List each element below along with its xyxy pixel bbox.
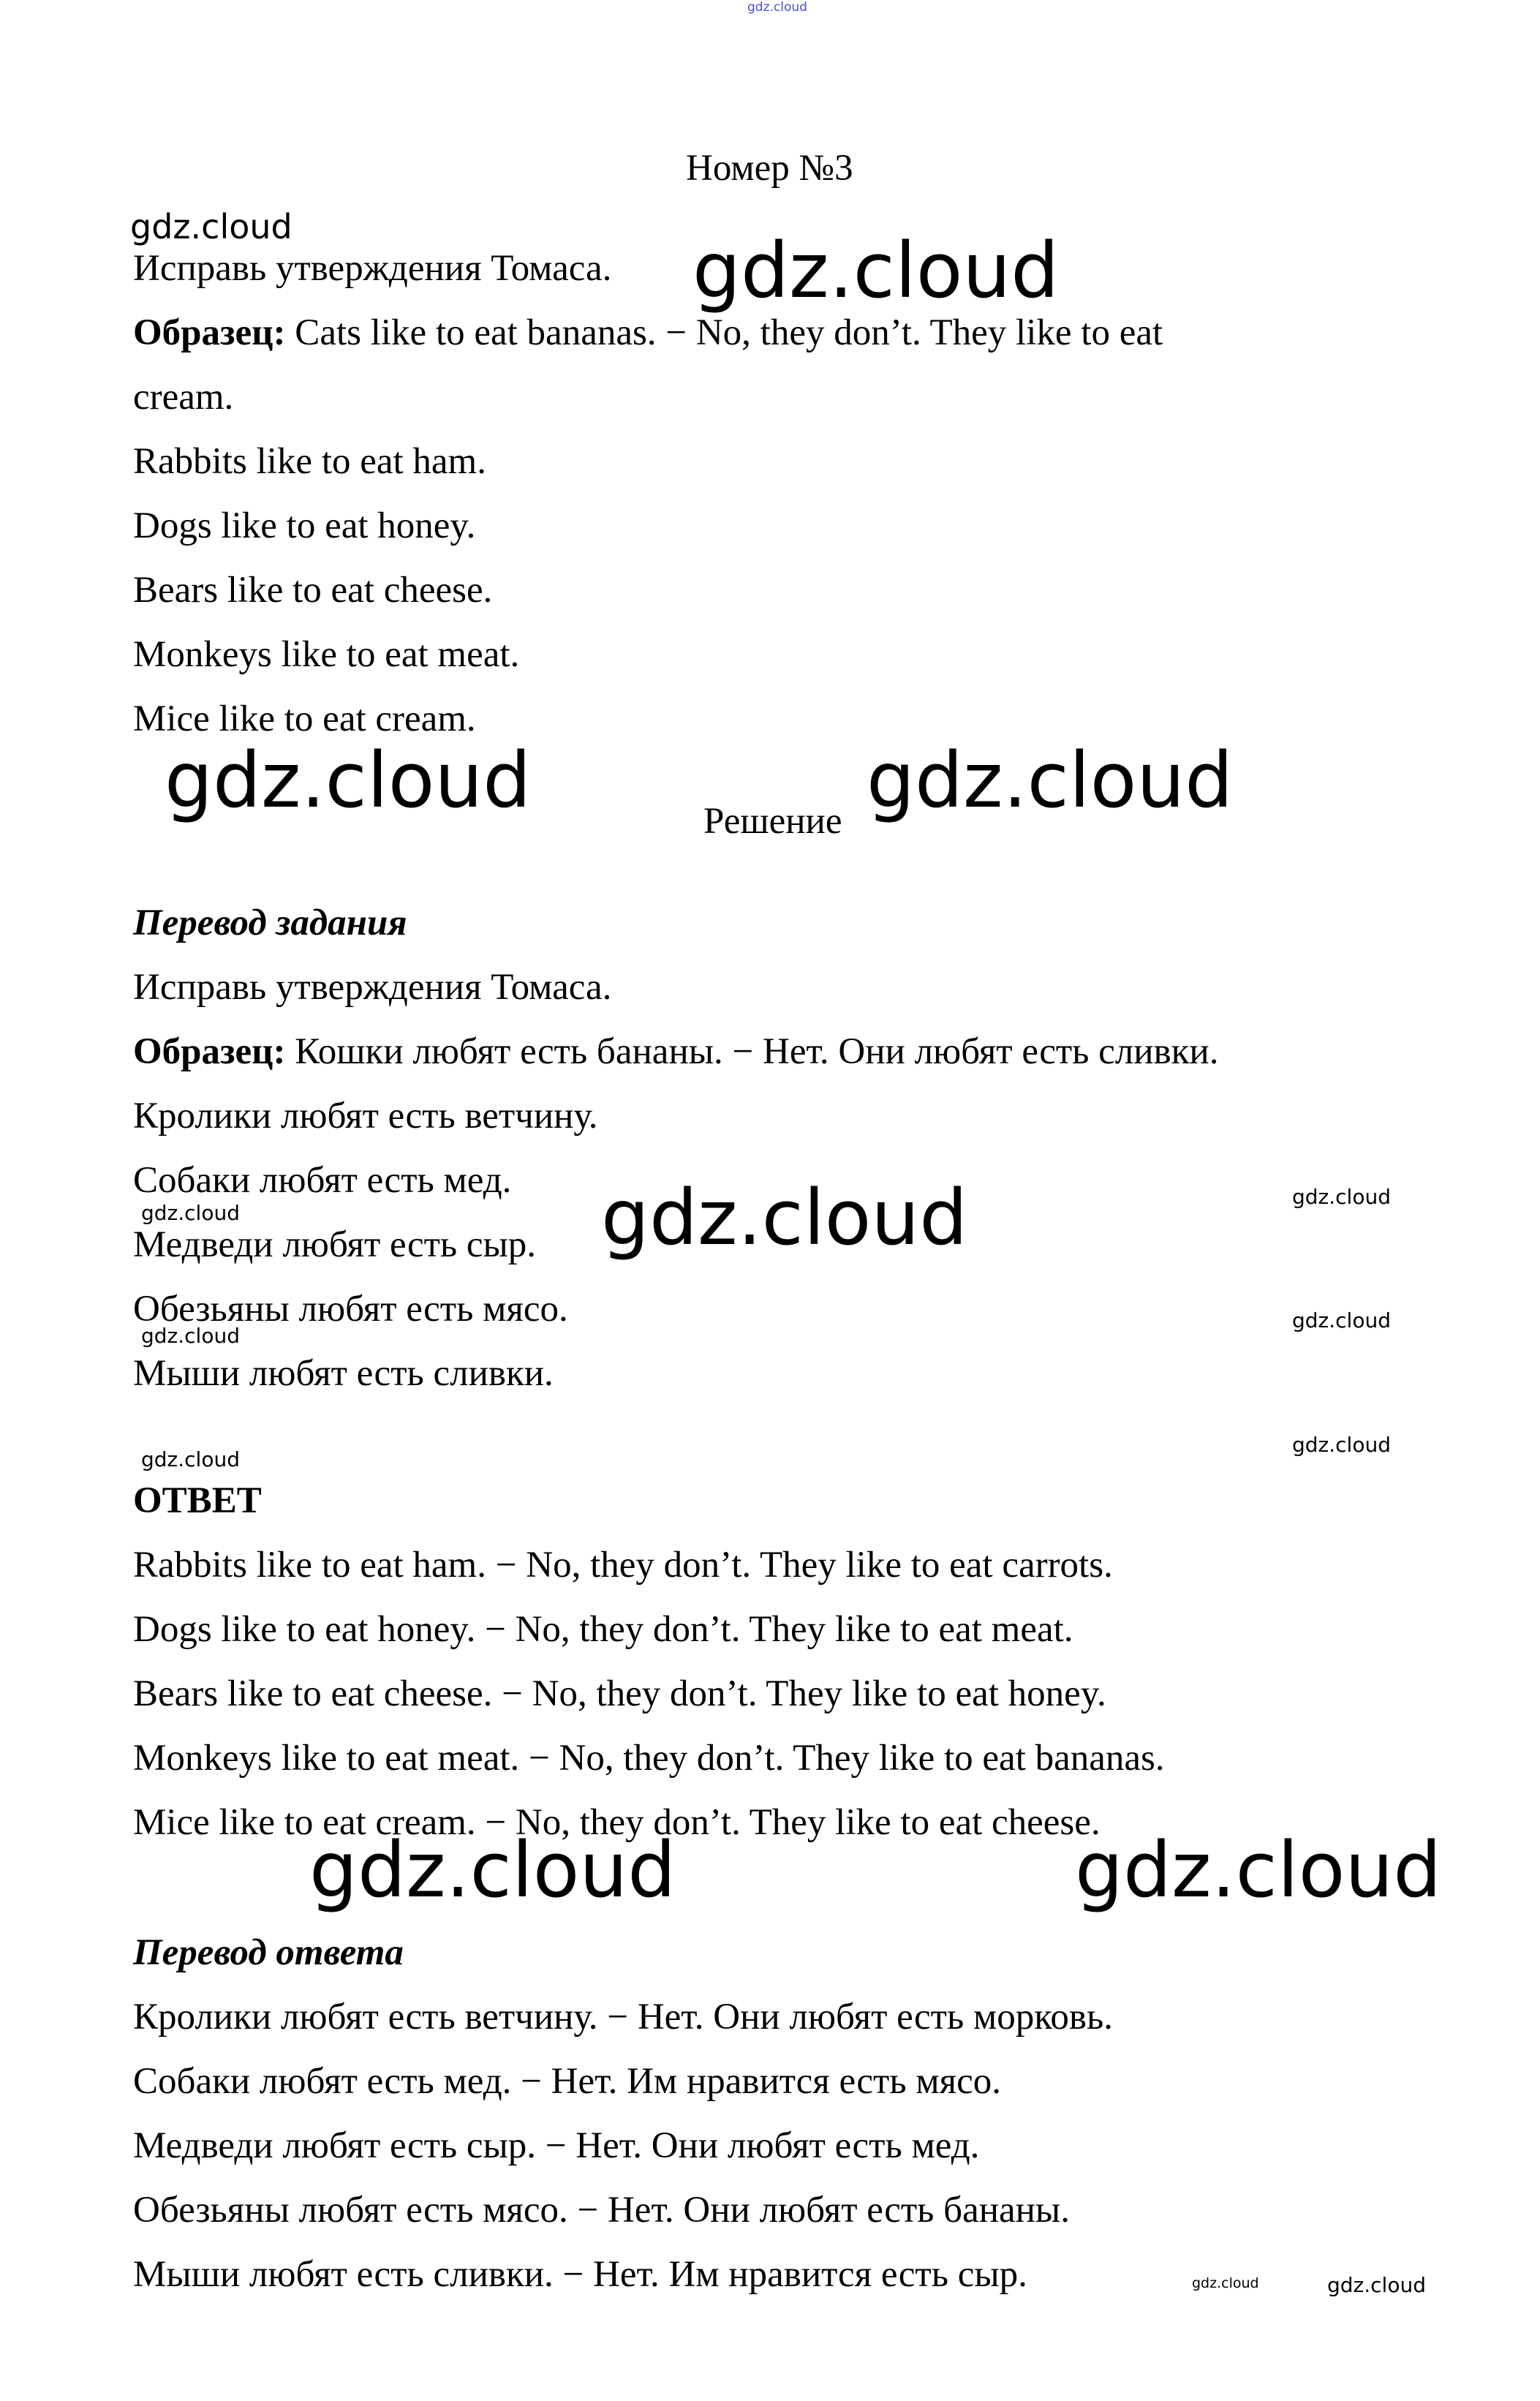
example-text: Cats like to eat bananas. − No, they don’t. They like to eat [285,312,1163,353]
task-statement: Dogs like to eat honey. [133,505,476,546]
watermark: gdz.cloud [165,736,532,825]
watermark: gdz.cloud [130,207,292,246]
translation-statement: Кролики любят есть ветчину. [133,1096,598,1137]
task-example-cont: cream. [133,377,234,418]
task-statement: Monkeys like to eat meat. [133,634,520,675]
answer-line: Monkeys like to eat meat. − No, they don’t. They like to eat bananas. [133,1738,1165,1779]
translation-example-label: Образец: [133,1031,286,1072]
watermark: gdz.cloud [1292,1308,1391,1333]
task-statement: Mice like to eat cream. [133,698,476,739]
translation-statement: Медведи любят есть сыр. [133,1224,537,1265]
watermark: gdz.cloud [1075,1825,1442,1915]
translation-statement: Обезьяны любят есть мясо. [133,1289,568,1330]
task-statement: Rabbits like to eat ham. [133,441,486,482]
answer-translation-line: Обезьяны любят есть мясо. − Нет. Они любят есть бананы. [133,2190,1070,2231]
top-watermark: gdz.cloud [747,0,807,15]
translation-heading: Перевод задания [133,902,407,943]
answer-line: Rabbits like to eat ham. − No, they don’t. They like to eat carrots. [133,1545,1113,1586]
watermark: gdz.cloud [1327,2273,1426,2297]
answer-translation-line: Кролики любят есть ветчину. − Нет. Они любят есть морковь. [133,1997,1114,2038]
translation-statement: Мыши любят есть сливки. [133,1353,554,1394]
watermark: gdz.cloud [141,1324,240,1348]
watermark: gdz.cloud [141,1447,240,1471]
answer-line: Dogs like to eat honey. − No, they don’t. They like to eat meat. [133,1609,1073,1650]
answer-translation-heading: Перевод ответа [133,1932,404,1973]
solution-heading: Решение [703,801,842,842]
translation-example [133,1030,1218,1074]
answer-heading: ОТВЕТ [133,1480,262,1521]
watermark: gdz.cloud [309,1825,676,1915]
translation-instruction: Исправь утверждения Томаса. [133,967,612,1008]
watermark: gdz.cloud [867,736,1234,825]
answer-translation-line: Медведи любят есть сыр. − Нет. Они любят есть мед. [133,2125,980,2166]
answer-line: Mice like to eat cream. − No, they don’t. They like to eat cheese. [133,1802,1101,1843]
task-statement: Bears like to eat cheese. [133,570,493,611]
watermark: gdz.cloud [1192,2275,1259,2291]
page-title: Номер №3 [686,148,853,189]
task-instruction: Исправь утверждения Томаса. [133,248,612,289]
answer-translation-line: Мыши любят есть сливки. − Нет. Им нравится есть сыр. [133,2254,1027,2295]
watermark: gdz.cloud [692,226,1060,315]
task-example [133,311,1163,355]
watermark: gdz.cloud [1292,1185,1391,1209]
watermark: gdz.cloud [601,1173,968,1262]
translation-example-text: Кошки любят есть бананы. − Нет. Они любят есть сливки. [285,1031,1219,1072]
answer-line: Bears like to eat cheese. − No, they don’t. They like to eat honey. [133,1673,1106,1714]
watermark: gdz.cloud [141,1201,240,1225]
watermark: gdz.cloud [1292,1433,1391,1457]
answer-translation-line: Собаки любят есть мед. − Нет. Им нравится есть мясо. [133,2061,1001,2102]
example-label: Образец: [133,312,286,353]
translation-statement: Собаки любят есть мед. [133,1160,512,1201]
